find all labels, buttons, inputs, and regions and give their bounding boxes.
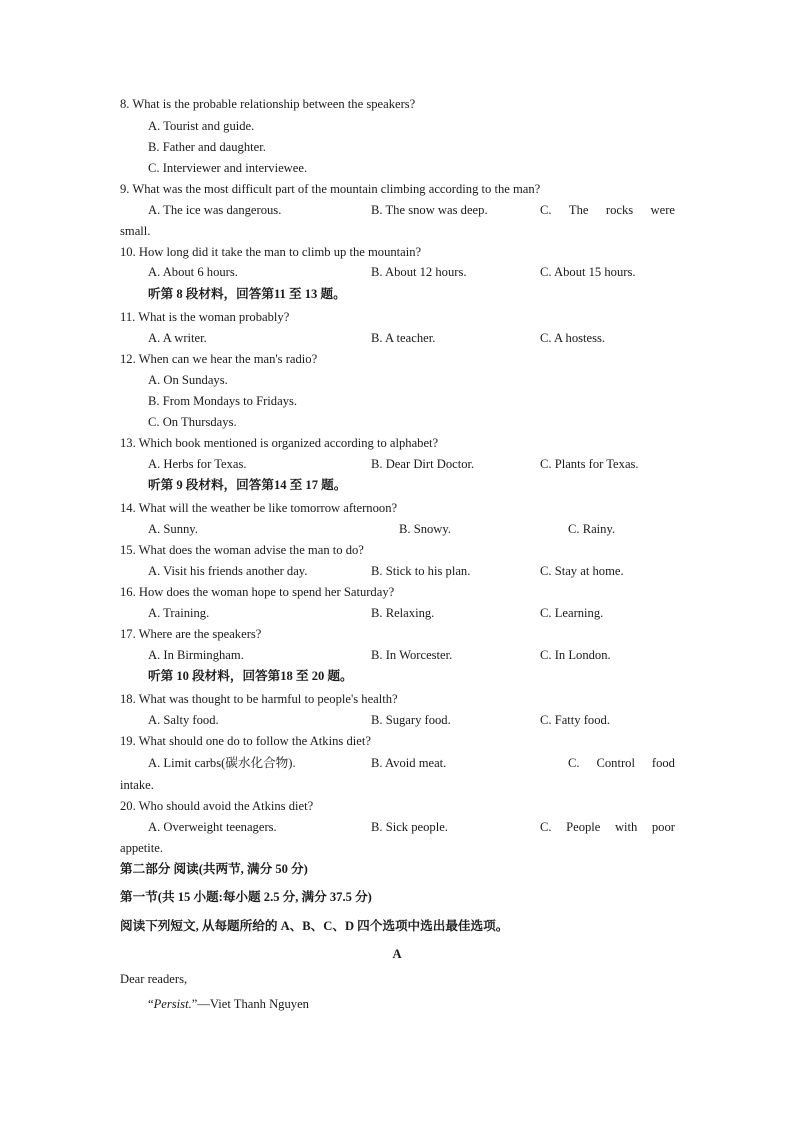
q8-option-c: C. Interviewer and interviewee.: [148, 161, 308, 175]
question-14: 14. What will the weather be like tomorrow afternoon?: [120, 501, 398, 515]
q9-option-c: [540, 202, 675, 218]
section-heading-9: 听第 9 段材料，回答第14 至 17 题。: [148, 478, 347, 492]
q8-option-a: A. Tourist and guide.: [148, 119, 255, 133]
q16-option-c: C. Learning.: [540, 606, 604, 620]
passage-label: A: [392, 947, 402, 961]
q17-option-a: A. In Birmingham.: [148, 648, 244, 662]
question-20: 20. Who should avoid the Atkins diet?: [120, 799, 314, 813]
q20-option-a: A. Overweight teenagers.: [148, 820, 277, 834]
q9-option-a: A. The ice was dangerous.: [148, 203, 282, 217]
q19-option-b: B. Avoid meat.: [371, 756, 447, 770]
q9-option-c-word: The: [568, 203, 589, 217]
q14-option-c: C. Rainy.: [568, 522, 616, 536]
q14-option-b: B. Snowy.: [399, 522, 452, 536]
q12-option-b: B. From Mondays to Fridays.: [148, 394, 298, 408]
q20-option-c-word: with: [614, 820, 638, 834]
q9-option-c-word: C.: [540, 203, 552, 217]
q18-option-c: C. Fatty food.: [540, 713, 610, 727]
epigraph-quote: [148, 996, 309, 1012]
question-16: 16. How does the woman hope to spend her Saturday?: [120, 585, 395, 599]
q16-option-a: A. Training.: [148, 606, 210, 620]
part-two-heading: 第二部分 阅读(共两节, 满分 50 分): [120, 862, 308, 876]
q20-option-c: [540, 819, 675, 835]
reading-instruction: 阅读下列短文, 从每题所给的 A、B、C、D 四个选项中选出最佳选项。: [120, 919, 509, 933]
q20-option-b: B. Sick people.: [371, 820, 448, 834]
section-heading-8: 听第 8 段材料，回答第11 至 13 题。: [148, 287, 346, 301]
quote-open-mark: “: [148, 997, 154, 1011]
q19-option-c-continued: intake.: [120, 778, 154, 792]
quote-word: Persist.: [153, 997, 192, 1011]
q17-option-b: B. In Worcester.: [371, 648, 453, 662]
q20-option-c-word: C.: [540, 820, 552, 834]
section-one-heading: 第一节(共 15 小题:每小题 2.5 分, 满分 37.5 分): [120, 890, 372, 904]
q10-option-b: B. About 12 hours.: [371, 265, 467, 279]
q19-option-a: A. Limit carbs(碳水化合物).: [148, 756, 296, 770]
q12-option-a: A. On Sundays.: [148, 373, 228, 387]
q9-option-b: B. The snow was deep.: [371, 203, 488, 217]
q19-option-c: [568, 755, 675, 771]
q13-option-b: B. Dear Dirt Doctor.: [371, 457, 475, 471]
q13-option-a: A. Herbs for Texas.: [148, 457, 247, 471]
question-15: 15. What does the woman advise the man to do?: [120, 543, 364, 557]
question-19: 19. What should one do to follow the Atkins diet?: [120, 734, 371, 748]
question-13: 13. Which book mentioned is organized according to alphabet?: [120, 436, 439, 450]
q19-option-c-word: food: [651, 756, 675, 770]
question-8: 8. What is the probable relationship between the speakers?: [120, 97, 416, 111]
section-heading-10: 听第 10 段材料，回答第18 至 20 题。: [148, 669, 353, 683]
q11-option-b: B. A teacher.: [371, 331, 436, 345]
q8-option-b: B. Father and daughter.: [148, 140, 266, 154]
q18-option-a: A. Salty food.: [148, 713, 219, 727]
q19-option-c-word: C.: [568, 756, 580, 770]
q19-option-c-word: Control: [596, 756, 635, 770]
q15-option-a: A. Visit his friends another day.: [148, 564, 308, 578]
q16-option-b: B. Relaxing.: [371, 606, 435, 620]
q10-option-c: C. About 15 hours.: [540, 265, 636, 279]
q10-option-a: A. About 6 hours.: [148, 265, 238, 279]
q15-option-b: B. Stick to his plan.: [371, 564, 471, 578]
q20-option-c-word: People: [566, 820, 601, 834]
question-12: 12. When can we hear the man's radio?: [120, 352, 318, 366]
question-11: 11. What is the woman probably?: [120, 310, 290, 324]
q17-option-c: C. In London.: [540, 648, 611, 662]
q12-option-c: C. On Thursdays.: [148, 415, 237, 429]
letter-greeting: Dear readers,: [120, 972, 188, 986]
q13-option-c: C. Plants for Texas.: [540, 457, 639, 471]
q11-option-c: C. A hostess.: [540, 331, 606, 345]
question-17: 17. Where are the speakers?: [120, 627, 262, 641]
q14-option-a: A. Sunny.: [148, 522, 198, 536]
question-18: 18. What was thought to be harmful to people's health?: [120, 692, 398, 706]
q9-option-c-word: were: [650, 203, 675, 217]
question-9: 9. What was the most difficult part of the mountain climbing according to the man?: [120, 182, 541, 196]
q9-option-c-word: rocks: [605, 203, 634, 217]
q18-option-b: B. Sugary food.: [371, 713, 451, 727]
q20-option-c-continued: appetite.: [120, 841, 164, 855]
q11-option-a: A. A writer.: [148, 331, 207, 345]
q9-option-c-continued: small.: [120, 224, 151, 238]
q20-option-c-word: poor: [651, 820, 675, 834]
q15-option-c: C. Stay at home.: [540, 564, 624, 578]
quote-attribution: ”—Viet Thanh Nguyen: [191, 997, 309, 1011]
question-10: 10. How long did it take the man to climb up the mountain?: [120, 245, 422, 259]
